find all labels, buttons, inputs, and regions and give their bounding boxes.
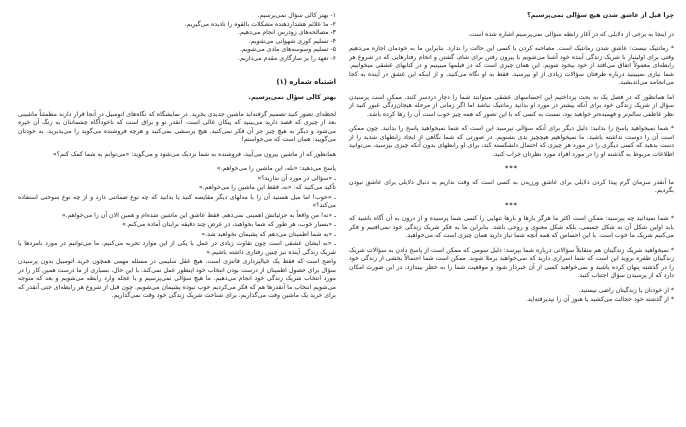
- list-item: ۱- بهتر کالی سؤال نمی‌پرسیم.: [257, 12, 336, 19]
- paragraph: همانطور که از ماشین بیرون می‌آیید، فروشنده به شما نزدیک می‌شود و می‌گوید: «می‌توانم به شما کمک کنم؟»: [52, 150, 336, 158]
- dialog-line: ـ «خوب! اما مبل هستید آن را با مدلهای دیگر مقایسه کنید یا بدانید که چه نوع ضمانتی دارد و از چه نوع سوختی استفاده می‌کند؟»: [18, 193, 336, 210]
- dialog-line: ـ «نه! من واقعاً به جزئیاتش اهمیتی نمی‌دهم. فقط عاشق این ماشین شده‌ام و همین الان آن را می‌خواهم.»: [61, 211, 336, 219]
- list-item: ۴- تسلیم کوری شهوانی می‌شویم.: [248, 37, 336, 45]
- left-column: [18, 12, 336, 307]
- section-title: اشتباه شماره (۱): [276, 77, 336, 86]
- paragraph: * شما نمیخواهید پاسخ را بدانید: دلیل دیگر برای آنکه سؤالی نپرسید این است که شما نمیخواهید پاسخ را بدانید. چون ممکن است آن را دوست نداشته باشید. ما نمیخواهیم هیچچیز بدی بشنویم. در صورتی که شما نگاهی از ایجاد رابطهای شدید را از دست بدهید که کسی دیگری را در مورد هر چیزی که احتمال دلشکسته کند، برای او رابطهای بدون آنکه چیزی بپرسید، می‌توانید اطلاعات مربوط به گذشته او را در مورد افراد مورد نظرتان خراب کنید.: [349, 125, 674, 158]
- separator: ***: [505, 201, 518, 209]
- dialog-line: ـ «به ایشان عشقی است چون تفاوت زیادی در عمل با یکی از این موارد تجربه می‌کنیم، ما می‌توانیم در مورد نامزدها یا شریک زندگی آینده نیز چنین رفتاری داشته باشیم.»: [18, 240, 336, 256]
- paragraph: در اینجا به برخی از دلایلی که در آغاز رابطه سؤالی نمی‌پرسیم اشاره شده است.: [468, 30, 674, 38]
- paragraph: لحظه‌ای تصور کنید تصمیم گرفته‌اید ماشین جدیدی بخرید. در نمایشگاه که نگاه‌های اتومبیل در آنجا قرار دارند مطمئناً ماشینی بعد از چیزی که قصد دارید می‌بینید که پیکان عالی است. آنقدر نو و براق است که ناخودآگاه چشمانتان به رنگ آن خیره می‌شود و دیگر به هیچ چیز جز آن فکر نمی‌کنید. هیچ پرسشی نمی‌کنید و هرچه فروشنده می‌گوید را می‌پذیرید. به خودتان می‌گویید: همان است که می‌خواستم!: [18, 110, 336, 144]
- list-item: ۲- ما علائم هشداردهنده مشکلات بالقوه را نادیده می‌گیریم.: [184, 20, 336, 28]
- list-item: ۶- تعهد را بر سازگاری مقدم می‌داریم.: [238, 54, 336, 62]
- paragraph: * نمیخواهید شریک زندگیتان هم متقابلاً سؤالاتی درباره شما بپرسد: دلیل سومی که ممکن است از پاسخ دادن به سؤالات شریک زندگیتان طفره بروید این است که شما اسراری دارید که نمی‌خواهید برملا شوند. ممکن است شما احتمالاً بخشی از زندگی خود را در گذشته پنهان کرده باشید و نمی‌خواهید کسی از آن خبردار شود و موقعیت شما را به خطر بیندازد. در این صورت امکان دارد که از پرسیدن سؤال اجتناب کنید.: [349, 246, 674, 279]
- dialog-line: پاسخ می‌دهید: «بله، این ماشین را می‌خواهم.»: [216, 165, 336, 173]
- bullet-list: [349, 287, 674, 305]
- dialog-line: ـ «بسیار خوب، هر طور که شما بخواهید، در عرض چند دقیقه برایتان آماده می‌کنم.»: [122, 221, 336, 229]
- list-item: ۳- مصالحه‌های زودرس انجام می‌دهیم.: [237, 29, 336, 37]
- list-item: * از گذشته خود خجالت می‌کشید یا هنوز آن را نپذیرفته‌اید.: [525, 296, 674, 303]
- mistakes-list: [18, 12, 336, 64]
- paragraph: * رمانتیک نیست: عاشق شدن رمانتیک است. مصاحبه کردن با کسی این حالت را ندارد. بنابراین ما به خودمان اجازه می‌دهیم وقتی برای اولینبار با شریک زندگی آینده خود آشنا می‌شویم با بیرون رفتن برای شام، گشتن و انجام رفتارهایی که در شروع هر رابطه‌ای معمولاً اتفاق می‌افتد از خود بیخود شویم. این همان چیزی است که در فیلمها میبینیم و در کتابهای عشقی میخوانیم. شما نیازی نمیبینید درباره طرفتان سؤالات زیادی از او بپرسید. فقط به او نگاه می‌کنید، و از اینکه این عشق در آینده به کجا می‌انجامد می‌اندیشید.: [349, 45, 674, 86]
- dialog-block: [18, 165, 336, 257]
- sub-title: بهتر کالی سؤال نمی‌پرسیم.: [248, 94, 336, 102]
- paragraph: ما آنقدر سرمان گرم پیدا کردن دلایلی برای عاشق ورزیدن به کسی است که وقت نداریم به دنبال دلایلی برای عاشق نبودن بگردیم.: [349, 178, 674, 194]
- list-item: ۵- تسلیم وسوسه‌های مادی می‌شویم.: [239, 46, 336, 54]
- dialog-line: ـ «سؤالی در مورد آن ندارید؟»: [257, 174, 336, 182]
- dialog-line: ـ «به شما اطمینان می‌دهم که پشیمان نخواهید شد.»: [201, 230, 336, 238]
- separator: ***: [505, 165, 518, 172]
- paragraph: اما همانطور که در فصل یک به بحث پرداختیم این احساسهای عشقی میتوانند شما را دچار دردسر کنند. ممکن است پرسیدن سؤال از شریک زندگی خود برای آنکه بیشتر در مورد او بدانید رمانتیک نباشد اما اگر زمانی از مرحله هیجان‌زدگی عبور کنید از نظر عاطفی سالم‌تر و فهمیده‌تر خواهید بود، نسبت به کسی که با این تصور که همه چیز خوب است آن را رها کرده باشد.: [349, 93, 674, 118]
- paragraph: * شما نمیدانید چه بپرسید: ممکن است اکثر ما هرگز بارها و بارها تنهایی را کسی شما پرسیده و از درون به آن آگاه باشید که باید اولین شکل آن نه شکل جسمی، بلکه شکل معنوی و روحی باشد. بنابراین ما به فکر شریک زندگی خود نمی‌افتیم و فکر می‌کنیم شریک ما خوب است. با این احساس که همه آنچه شما نیاز دارید همان چیزی است که می‌خواهید.: [349, 215, 674, 239]
- section-heading: چرا قبل از عاشق شدن هیچ سؤالی نمی‌پرسیم؟: [527, 12, 674, 19]
- dialog-line: تأکید می‌کنید که: «نه، فقط این ماشین را می‌خواهم.»: [198, 184, 336, 192]
- right-column: [349, 12, 674, 306]
- paragraph: واضح است که فقط یک خیالپردازی فانتزی است. هیچ عقل سلیمی در مسئله مهمی همچون خرید اتومبیل بدون پرسیدن سؤال برای حصول اطمینان از درست بودن انتخاب خود اینطور عمل نمی‌کند. با این حال، بسیاری از ما درست همین کار را در مورد انتخاب شریک زندگی خود انجام می‌دهیم. ما هیچ سؤالی نمی‌پرسیم و با عجله وارد رابطه می‌شویم و بعد که متوجه می‌شویم انتخاب ما آنقدرها هم که فکر می‌کردیم خوب نبوده پشیمان می‌شویم. چون قبل از شروع هر رابطه‌ای حتی آنقدر که برای خرید یک ماشین وقت می‌گذاریم، برای شناخت شریک زندگی خود وقت نمی‌گذاریم.: [18, 258, 336, 300]
- list-item: * از خودتان یا زندگیتان راضی نیستید.: [578, 286, 674, 294]
